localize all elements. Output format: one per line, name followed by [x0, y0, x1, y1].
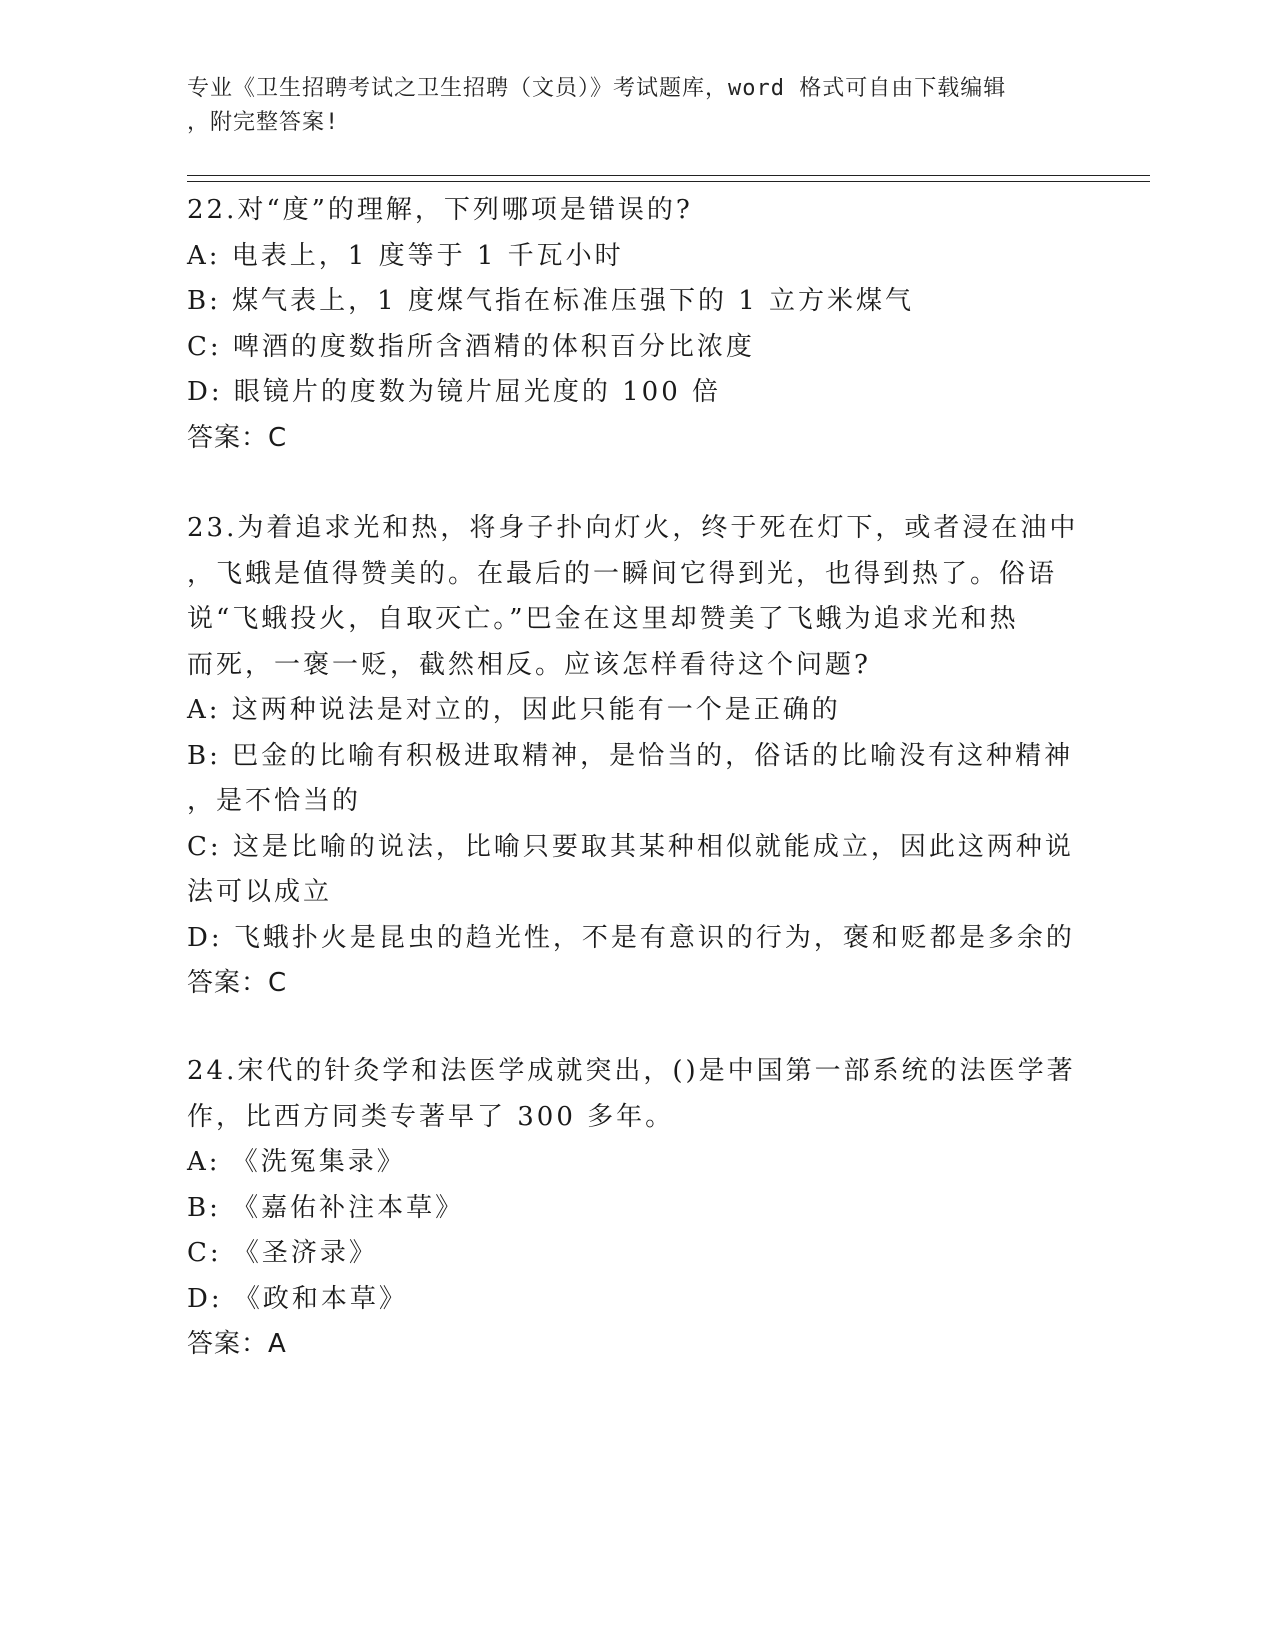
option-b-continuation: ，是不恰当的	[187, 786, 362, 816]
question-22	[187, 188, 1077, 461]
option-a: A: 这两种说法是对立的，因此只能有一个是正确的	[187, 695, 841, 725]
option-b: B: 煤气表上，1 度煤气指在标准压强下的 1 立方米煤气	[187, 286, 915, 316]
header-title-line: 专业《卫生招聘考试之卫生招聘（文员）》考试题库，word 格式可自由下载编辑	[187, 76, 1007, 101]
option-c: C: 这是比喻的说法，比喻只要取其某种相似就能成立，因此这两种说	[187, 831, 1074, 862]
option-a: A: 电表上，1 度等于 1 千瓦小时	[187, 240, 624, 271]
header-divider-bottom	[187, 181, 1150, 182]
document-header	[187, 72, 1087, 140]
question-stem: 24.宋代的针灸学和法医学成就突出，()是中国第一部系统的法医学著	[187, 1056, 1076, 1086]
option-c: C: 啤酒的度数指所含酒精的体积百分比浓度	[187, 331, 755, 362]
question-stem-continuation: 说“飞蛾投火，自取灭亡。”巴金在这里却赞美了飞蛾为追求光和热	[187, 604, 1019, 634]
option-d: D: 《政和本草》	[187, 1283, 408, 1314]
answer-line: 答案：A	[187, 1329, 287, 1359]
answer-line: 答案：C	[187, 422, 288, 453]
question-stem: 23.为着追求光和热，将身子扑向灯火，终于死在灯下，或者浸在油中	[187, 513, 1079, 543]
header-divider-top	[187, 175, 1150, 176]
option-a: A: 《洗冤集录》	[187, 1147, 406, 1177]
question-stem-continuation: 作，比西方同类专著早了 300 多年。	[187, 1101, 675, 1132]
header-title-continuation: ，附完整答案!	[187, 110, 340, 135]
question-23	[187, 506, 1077, 1007]
option-c: C: 《圣济录》	[187, 1238, 378, 1268]
option-d: D: 飞蛾扑火是昆虫的趋光性，不是有意识的行为，褒和贬都是多余的	[187, 922, 1075, 953]
question-stem-continuation: ，飞蛾是值得赞美的。在最后的一瞬间它得到光，也得到热了。俗语	[187, 558, 1058, 589]
option-b: B: 巴金的比喻有积极进取精神，是恰当的，俗话的比喻没有这种精神	[187, 740, 1074, 771]
question-stem: 22.对“度”的理解，下列哪项是错误的?	[187, 195, 693, 225]
question-stem-continuation: 而死，一褒一贬，截然相反。应该怎样看待这个问题?	[187, 649, 871, 680]
option-b: B: 《嘉佑补注本草》	[187, 1192, 465, 1223]
option-c-continuation: 法可以成立	[187, 877, 333, 907]
question-24	[187, 1049, 1077, 1368]
option-d: D: 眼镜片的度数为镜片屈光度的 100 倍	[187, 377, 722, 407]
answer-line: 答案：C	[187, 968, 288, 998]
